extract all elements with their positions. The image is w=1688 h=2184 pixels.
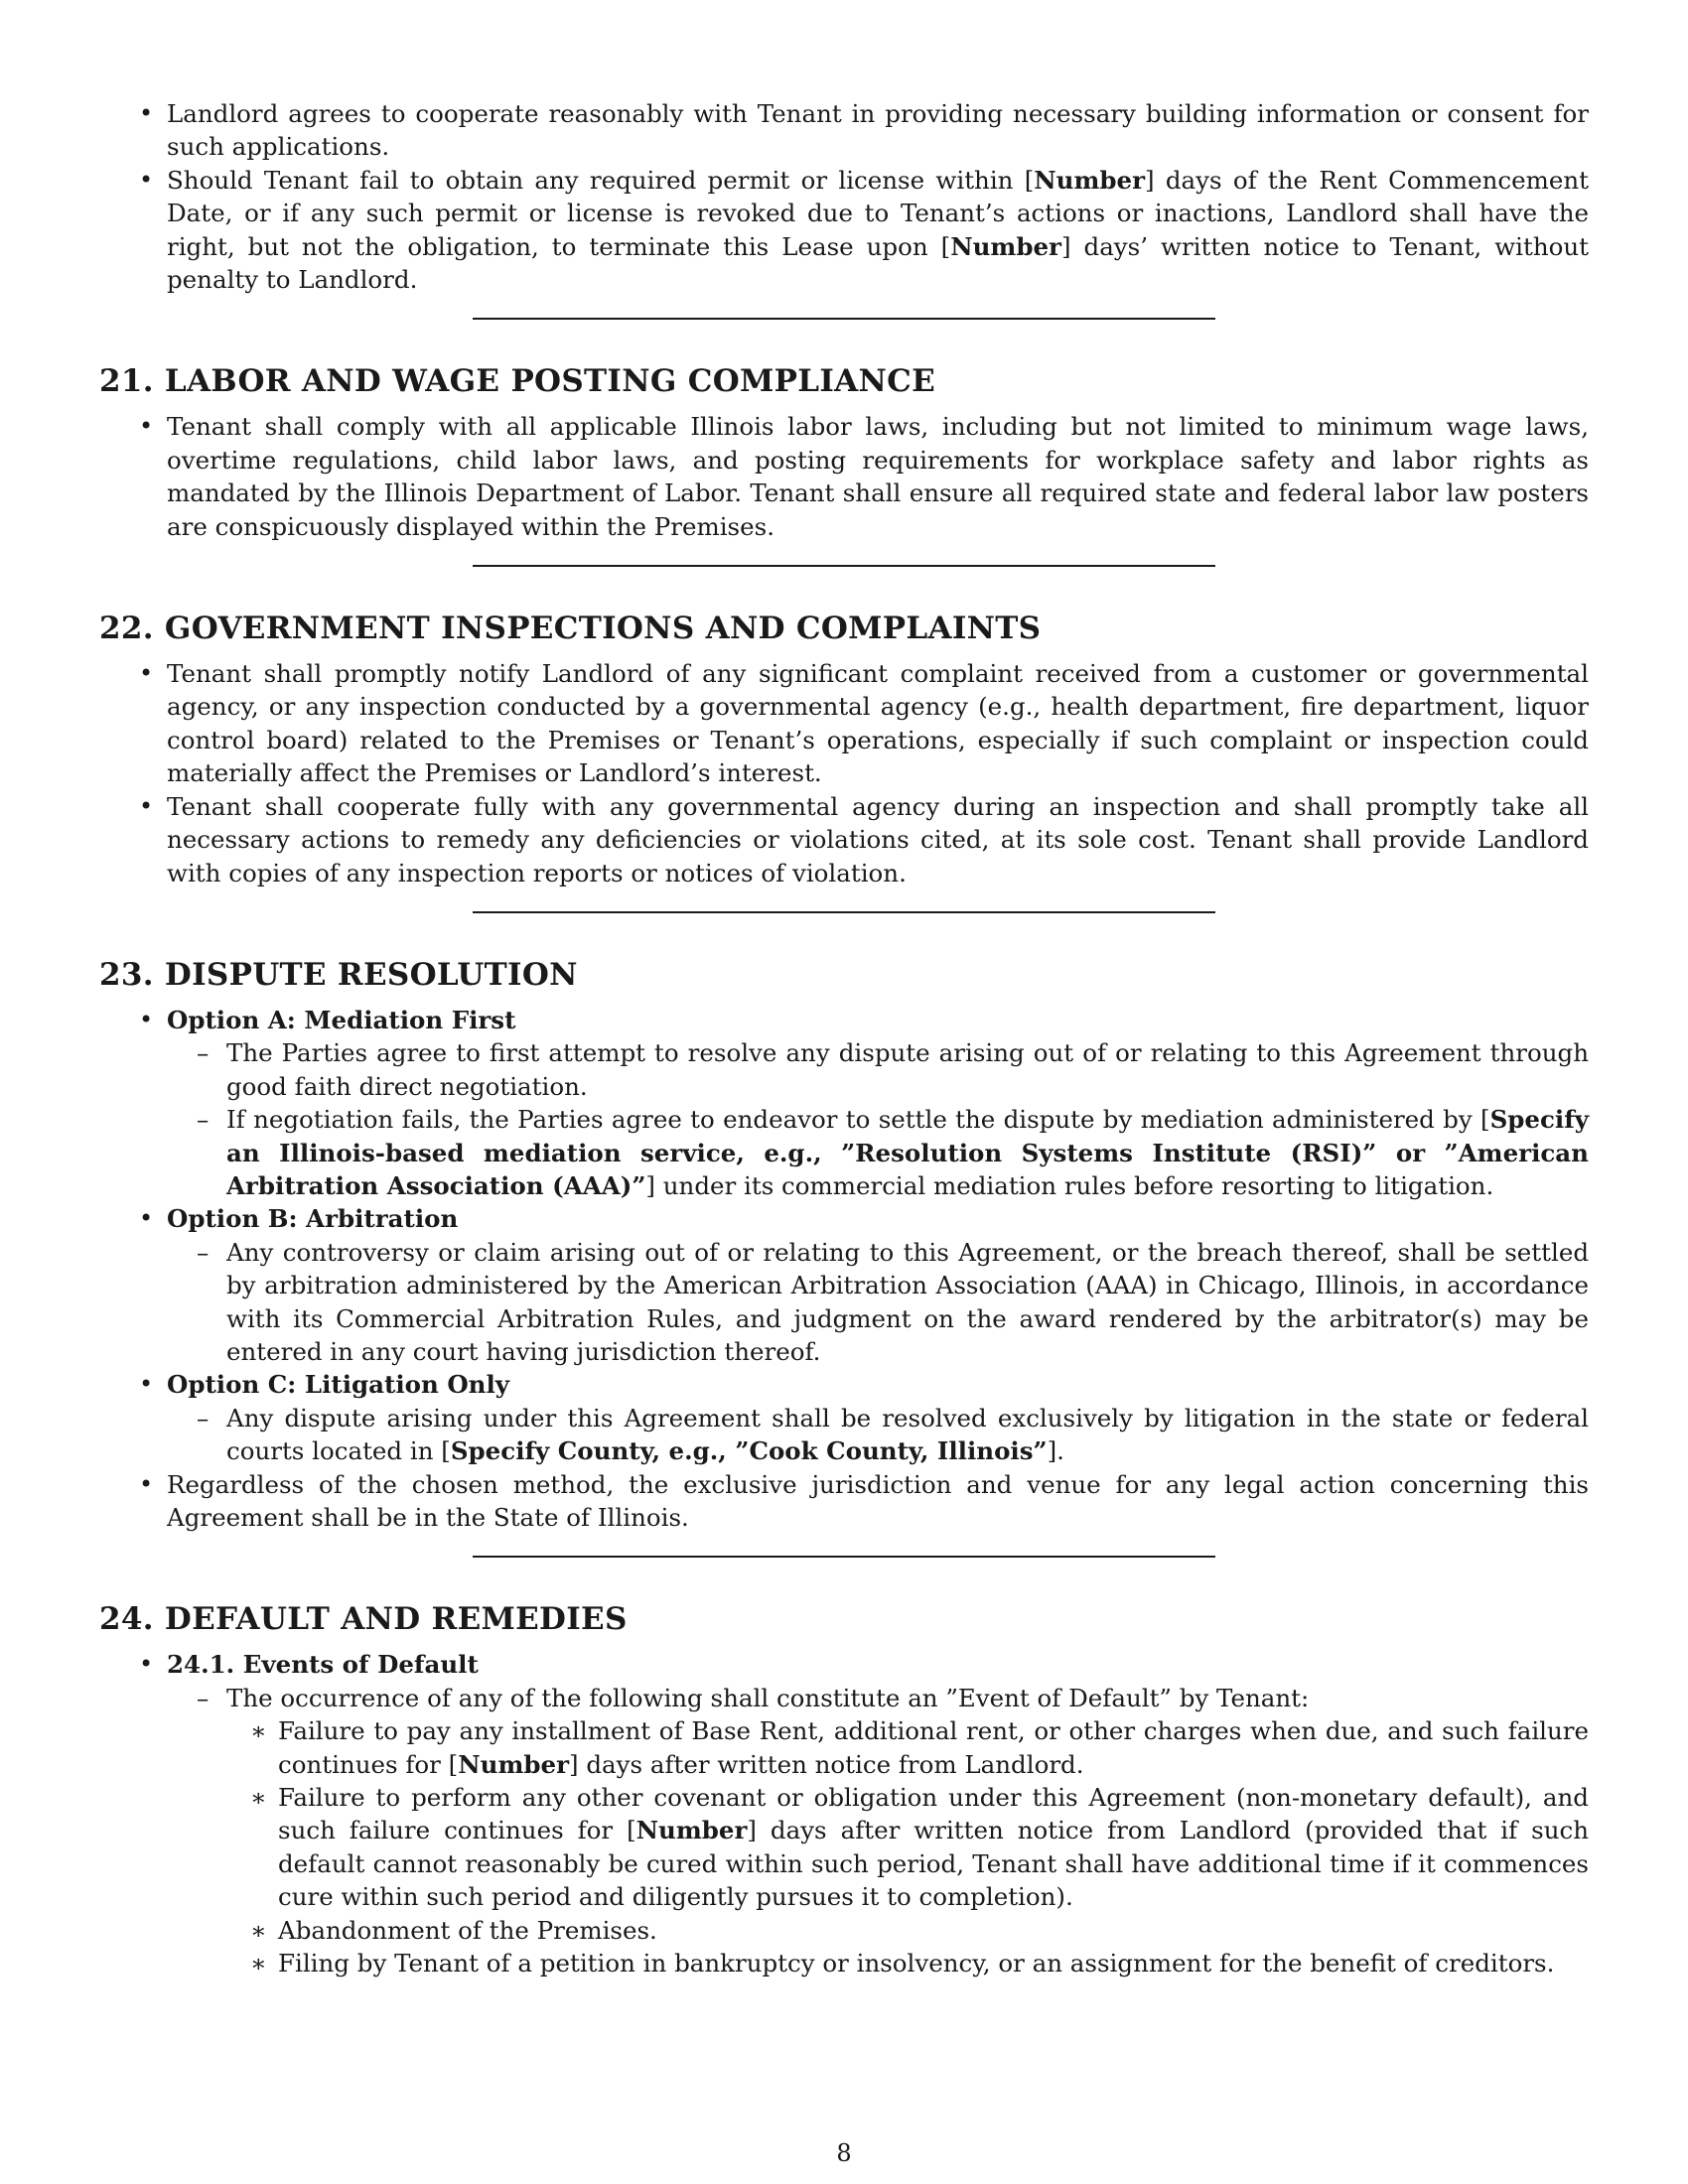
page-content <box>99 97 1589 1979</box>
section-title-21: 21. LABOR AND WAGE POSTING COMPLIANCE <box>99 363 936 400</box>
section-21-list <box>99 410 1589 543</box>
event-item: ∗ Failure to pay any installment of Base Rent, additional rent, or other charges when due, and such failure continues for [Number] days after written notice from Landlord. <box>278 1714 1589 1781</box>
placeholder-number: Number <box>950 231 1061 261</box>
event-item: ∗ Filing by Tenant of a petition in bankruptcy or insolvency, or an assignment for the benefit of creditors. <box>278 1947 1589 1979</box>
subsection-24-1 <box>167 1648 1589 1979</box>
list-item: • Tenant shall cooperate fully with any governmental agency during an inspection and shall promptly take all necessary actions to remedy any deficiencies or violations cited, at its sole cost. Tenant shall provide Landlord with copies of any inspection reports or notices of violation. <box>167 790 1589 889</box>
list-item: • Tenant shall promptly notify Landlord of any significant complaint received from a customer or governmental agency, or any inspection conducted by a governmental agency (e.g., health department, fire department, liquor control board) related to the Premises or Tenant’s operations, especially if such complaint or inspection could materially affect the Premises or Landlord’s interest. <box>167 657 1589 790</box>
placeholder-number: Number <box>458 1749 569 1779</box>
option-c <box>167 1368 1589 1467</box>
section-23-list <box>99 1004 1589 1535</box>
section-22-list <box>99 657 1589 889</box>
list-item: • Landlord agrees to cooperate reasonably with Tenant in providing necessary building information or consent for such applications. <box>167 97 1589 164</box>
list-item: – Any controversy or claim arising out of or relating to this Agreement, or the breach thereof, shall be settled by arbitration administered by the American Arbitration Association (AAA) in Chicago, Illinois, in accordance with its Commercial Arbitration Rules, and judgment on the award rendered by the arbitrator(s) may be entered in any court having jurisdiction thereof. <box>226 1236 1589 1369</box>
event-item: ∗ Abandonment of the Premises. <box>278 1914 1589 1947</box>
event-item: ∗ Failure to perform any other covenant or obligation under this Agreement (non-monetary default), and such failure continues for [Number] days after written notice from Landlord (provided that if such default cannot reasonably be cured within such period, Tenant shall have additional time if it commences cure within such period and diligently pursues it to completion). <box>278 1781 1589 1914</box>
option-b-label: Option B: Arbitration <box>167 1204 459 1234</box>
option-a <box>167 1004 1589 1202</box>
subsection-label: 24.1. Events of Default <box>167 1650 479 1680</box>
continued-list <box>99 97 1589 296</box>
placeholder-mediation-service: Specify an Illinois-based mediation service, e.g., ”Resolution Systems Institute (RSI)” or ”American Arbitration Association (AAA)” <box>226 1105 1589 1200</box>
page-number: 8 <box>836 2139 852 2167</box>
subsection-24-1-list <box>167 1682 1589 1980</box>
list-item: – The occurrence of any of the following shall constitute an ”Event of Default” by Tenant: ∗ Failure to pay any installment of Base Rent, additional rent, or other charges when due, and such failure continues for [Number] days after written notice from Landlord. ∗ Failure to perform any other covenant or obligation under this Agreement (non-monetary default), and such failure continues for [Number] days after written notice from Landlord (provided that if such default cannot reasonably be cured within such period, Tenant shall have additional time if it commences cure within such period and diligently pursues it to completion). ∗ Abandonment of the Premises. ∗ Filing by Tenant of a petition in bankruptcy or insolvency, or an assignment for the benefit of creditors. <box>226 1682 1589 1980</box>
list-item: – If negotiation fails, the Parties agree to endeavor to settle the dispute by mediation administered by [Specify an Illinois-based mediation service, e.g., ”Resolution Systems Institute (RSI)” or ”American Arbitration Association (AAA)”] under its commercial mediation rules before resorting to litigation. <box>226 1103 1589 1202</box>
section-title-24: 24. DEFAULT AND REMEDIES <box>99 1601 628 1638</box>
events-of-default-list <box>226 1714 1589 1979</box>
list-item: • Should Tenant fail to obtain any required permit or license within [Number] days of the Rent Commencement Date, or if any such permit or license is revoked due to Tenant’s actions or inactions, Landlord shall have the right, but not the obligation, to terminate this Lease upon [Number] days’ written notice to Tenant, without penalty to Landlord. <box>167 164 1589 297</box>
placeholder-number: Number <box>1034 165 1146 195</box>
placeholder-county: Specify County, e.g., ”Cook County, Illinois” <box>450 1436 1048 1466</box>
option-a-sublist <box>167 1036 1589 1202</box>
option-c-label: Option C: Litigation Only <box>167 1370 510 1400</box>
list-item: • Regardless of the chosen method, the exclusive jurisdiction and venue for any legal action concerning this Agreement shall be in the State of Illinois. <box>167 1468 1589 1535</box>
list-item: – The Parties agree to first attempt to resolve any dispute arising out of or relating to this Agreement through good faith direct negotiation. <box>226 1036 1589 1103</box>
option-b <box>167 1202 1589 1368</box>
section-24-list <box>99 1648 1589 1979</box>
option-b-sublist <box>167 1236 1589 1369</box>
option-a-label: Option A: Mediation First <box>167 1005 516 1034</box>
list-item: – Any dispute arising under this Agreement shall be resolved exclusively by litigation in the state or federal courts located in [Specify County, e.g., ”Cook County, Illinois”]. <box>226 1402 1589 1468</box>
section-title-22: 22. GOVERNMENT INSPECTIONS AND COMPLAINTS <box>99 611 1042 647</box>
option-c-sublist <box>167 1402 1589 1468</box>
section-title-23: 23. DISPUTE RESOLUTION <box>99 956 578 993</box>
list-item: • Tenant shall comply with all applicable Illinois labor laws, including but not limited to minimum wage laws, overtime regulations, child labor laws, and posting requirements for workplace safety and labor rights as mandated by the Illinois Department of Labor. Tenant shall ensure all required state and federal labor law posters are conspicuously displayed within the Premises. <box>167 410 1589 543</box>
placeholder-number: Number <box>635 1816 748 1845</box>
